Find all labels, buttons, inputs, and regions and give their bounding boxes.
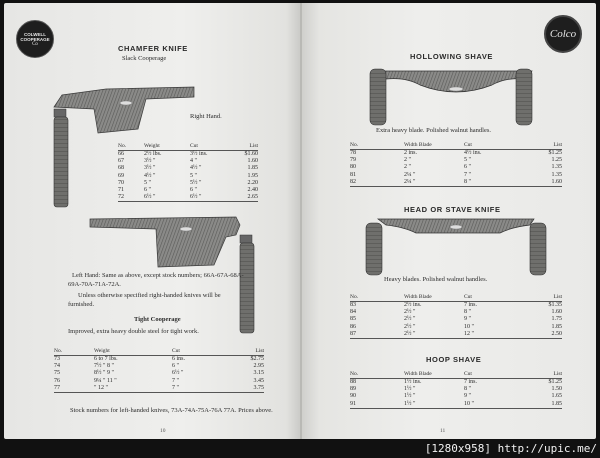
col-cut: Cut [464,371,522,379]
cell-list: $1.35 [548,302,562,308]
hollowing-caption: Extra heavy blade. Polished walnut handles. [376,127,491,134]
table2-body [54,356,264,393]
catalog-spread [4,3,596,439]
cell-cut: 6½ " [190,194,232,202]
left-page [4,3,301,439]
cell-cut: 6½ " [172,370,184,377]
hollowing-shave-title: HOLLOWING SHAVE [410,52,494,61]
table-header-row [350,142,562,150]
table-row [118,151,258,159]
col-cut: Cut [464,294,522,302]
table-row [118,194,258,202]
cell-list: $1.25 [548,150,562,156]
table-row [350,331,562,339]
table-row [350,179,562,187]
cell-no: 91 [350,401,404,409]
cell-list: 3.15 [253,370,264,377]
cell-no: 71 [118,187,124,194]
cell-no: 87 [350,331,404,339]
cell-list: 2.50 [522,331,562,339]
cell-list: 1.60 [522,179,562,187]
upic-watermark: [1280x958] http://upic.me/ [424,442,597,455]
cell-spec: 8½ " 9 " [94,370,114,377]
logo-line-3: Co [32,42,38,47]
cell-list: 1.35 [551,171,562,178]
page-number-right: 11 [440,428,446,434]
cell-spec: 1½ " [404,386,416,393]
cell-list: $2.75 [250,356,264,362]
table-row [350,324,562,331]
cell-no: 66 [118,151,124,157]
head-stave-knife-table [350,294,562,339]
cell-list: 1.35 [551,164,562,171]
cell-list: 2.40 [247,187,258,194]
head-stave-knife-title: HEAD OR STAVE KNIFE [404,205,501,214]
cell-no: 77 [54,385,94,393]
cell-list: 1.60 [551,309,562,316]
col-no: No. [350,371,404,379]
cell-no: 88 [350,379,356,385]
table-row [54,385,264,393]
cell-list: $1.60 [244,151,258,157]
head-knife-caption: Heavy blades. Polished walnut handles. [384,276,488,283]
col-list: List [522,294,562,302]
tight-cooperage-title: Tight Cooperage [134,316,181,323]
col-weight: Weight [94,348,172,356]
table-row [350,316,562,323]
cell-no: 86 [350,323,356,330]
cell-cut: 6 ins. [172,356,186,362]
cell-cut: 6 " [172,363,179,370]
right-hand-label: Right Hand. [190,113,222,120]
cell-no: 83 [350,302,356,308]
cell-no: 78 [350,150,356,156]
cell-spec: 2¼ " [404,179,464,187]
cell-list: $1.25 [548,379,562,385]
table-row [350,386,562,393]
cell-cut: 9 " [464,316,471,323]
cell-spec: 2½ lbs. [144,151,162,157]
page-number-left: 10 [160,428,166,434]
tight-cooperage-desc: Improved, extra heavy double steel for tight work. [68,328,199,335]
cell-spec: 1½ " [404,393,416,400]
cell-list: 2.95 [253,363,264,370]
cell-spec: 6 " [144,187,151,194]
logo-line-2: COOPERAGE [20,37,50,42]
cell-no: 69 [118,172,124,179]
cell-list: 2.65 [232,194,258,202]
cell-list: 1.65 [551,393,562,400]
cell-spec: 9¼ " 11 " [94,377,117,384]
cell-cut: 4½ ins. [464,150,482,156]
cell-spec: 1½ " [404,401,464,409]
hoop-shave-table [350,371,562,409]
cell-no: 67 [118,158,124,165]
hollowing-shave-table [350,142,562,187]
logo-line-1: COLWELL [24,32,46,37]
cell-no: 81 [350,171,356,178]
col-list: List [228,348,264,356]
cell-spec: 2½ " [404,323,416,330]
table5-body [350,379,562,409]
col-cut: Cut [172,348,228,356]
table-row [350,302,562,310]
cell-no: 80 [350,164,356,171]
cell-no: 84 [350,309,356,316]
table-row [118,173,258,180]
colco-logo [544,15,582,53]
cell-spec: 2½ " [404,316,416,323]
cell-no: 79 [350,157,356,164]
cell-cut: 7 ins. [464,302,478,308]
table-row [118,165,258,172]
cell-list: 1.95 [247,172,258,179]
table-row [54,356,264,364]
col-weight: Weight [144,143,190,151]
cell-cut: 7 ins. [464,379,478,385]
col-no: No. [350,142,404,150]
table-row [118,187,258,194]
cell-no: 76 [54,377,60,384]
table3-body [350,150,562,187]
cell-cut: 10 " [464,401,522,409]
cell-spec: 2½ " [404,309,416,316]
cell-spec: 2 " [404,157,411,164]
cell-no: 73 [54,356,60,362]
cell-list: 3.75 [228,385,264,393]
cell-no: 68 [118,165,124,172]
table-header-row [350,371,562,379]
cell-spec: 6½ " [144,194,190,202]
cell-spec: 5 " [144,179,151,186]
cell-list: 2.20 [247,179,258,186]
cell-spec: 7½ " 8 " [94,363,114,370]
cell-cut: 5 " [464,157,471,164]
col-list: List [522,371,562,379]
cell-list: 1.25 [551,157,562,164]
cell-no: 82 [350,179,404,187]
cell-spec: 1½ ins. [404,379,422,385]
cell-cut: 6 " [464,164,471,171]
table-row [350,150,562,158]
table-row [350,164,562,171]
table-row [350,157,562,164]
unless-specified-note: Unless otherwise specified right-handed knives will be furnished. [68,292,221,308]
cell-spec: 2½ ins. [404,302,422,308]
cell-spec: 4½ " [144,172,156,179]
cell-cut: 12 " [464,331,522,339]
col-no: No. [54,348,94,356]
cell-list: 1.50 [551,386,562,393]
cell-list: 1.75 [551,316,562,323]
table-row [350,393,562,400]
left-hand-note: Left Hand: Same as above, except stock numbers; 66A-67A-68A-69A-70A-71A-72A. [68,272,244,288]
table-header-row [118,143,258,151]
cell-cut: 7 " [172,377,179,384]
col-width: Width Blade [404,371,464,379]
cell-cut: 5 " [190,172,197,179]
table-header-row [54,348,264,356]
cell-cut: 3½ ins. [190,151,208,157]
cell-cut: 9 " [464,393,471,400]
cell-cut: 8 " [464,179,522,187]
cell-cut: 7 " [464,171,471,178]
slack-cooperage-subtitle: Slack Cooperage [122,55,167,62]
cell-cut: 5½ " [190,179,202,186]
cell-list: 3.45 [253,377,264,384]
table-header-row [350,294,562,302]
cell-cut: 4 " [190,158,197,165]
col-list: List [232,143,258,151]
cell-cut: 4½ " [190,165,202,172]
col-no: No. [350,294,404,302]
table-row [350,379,562,387]
col-width: Width Blade [404,142,464,150]
cell-list: 1.85 [522,401,562,409]
cell-cut: 8 " [464,309,471,316]
chamfer-knife-tight-table [54,348,264,393]
cell-no: 90 [350,393,356,400]
table4-body [350,302,562,339]
table-row [350,172,562,179]
cell-spec: 2¼ " [404,171,416,178]
logo-text: Colco [549,28,577,40]
head-stave-knife-illustration [364,215,550,277]
cell-no: 85 [350,316,356,323]
colwell-cooperage-logo [16,20,54,58]
table-row [118,158,258,165]
cell-list: 1.85 [247,165,258,172]
table-row [54,378,264,385]
cell-no: 74 [54,363,60,370]
col-cut: Cut [190,143,232,151]
cell-spec: 2 " [404,164,411,171]
cell-spec: 2 ins. [404,150,418,156]
cell-cut: 7 " [172,385,228,393]
cell-no: 89 [350,386,356,393]
cell-cut: 6 " [190,187,197,194]
cell-spec: 6 to 7 lbs. [94,356,118,362]
col-cut: Cut [464,142,522,150]
col-list: List [522,142,562,150]
cell-spec: 3½ " [144,165,156,172]
chamfer-knife-slack-table [118,143,258,202]
table-row [350,401,562,409]
stock-numbers-note: Stock numbers for left-handed knives, 73A-74A-75A-76A 77A. Prices above. [70,407,273,414]
col-no: No. [118,143,144,151]
col-width: Width Blade [404,294,464,302]
cell-spec: 2½ " [404,331,464,339]
cell-list: 1.85 [551,323,562,330]
table-row [118,180,258,187]
hoop-shave-title: HOOP SHAVE [426,355,482,364]
cell-list: 1.60 [247,158,258,165]
table1-body [118,151,258,202]
cell-spec: " 12 " [94,385,172,393]
cell-no: 72 [118,194,144,202]
hollowing-shave-illustration [366,65,546,127]
cell-spec: 3½ " [144,158,156,165]
chamfer-knife-title: CHAMFER KNIFE [118,44,188,53]
table-row [54,370,264,377]
cell-no: 70 [118,179,124,186]
table-row [54,363,264,370]
cell-cut: 10 " [464,323,474,330]
cell-cut: 8 " [464,386,471,393]
cell-no: 75 [54,370,60,377]
table-row [350,309,562,316]
right-page [302,3,596,439]
